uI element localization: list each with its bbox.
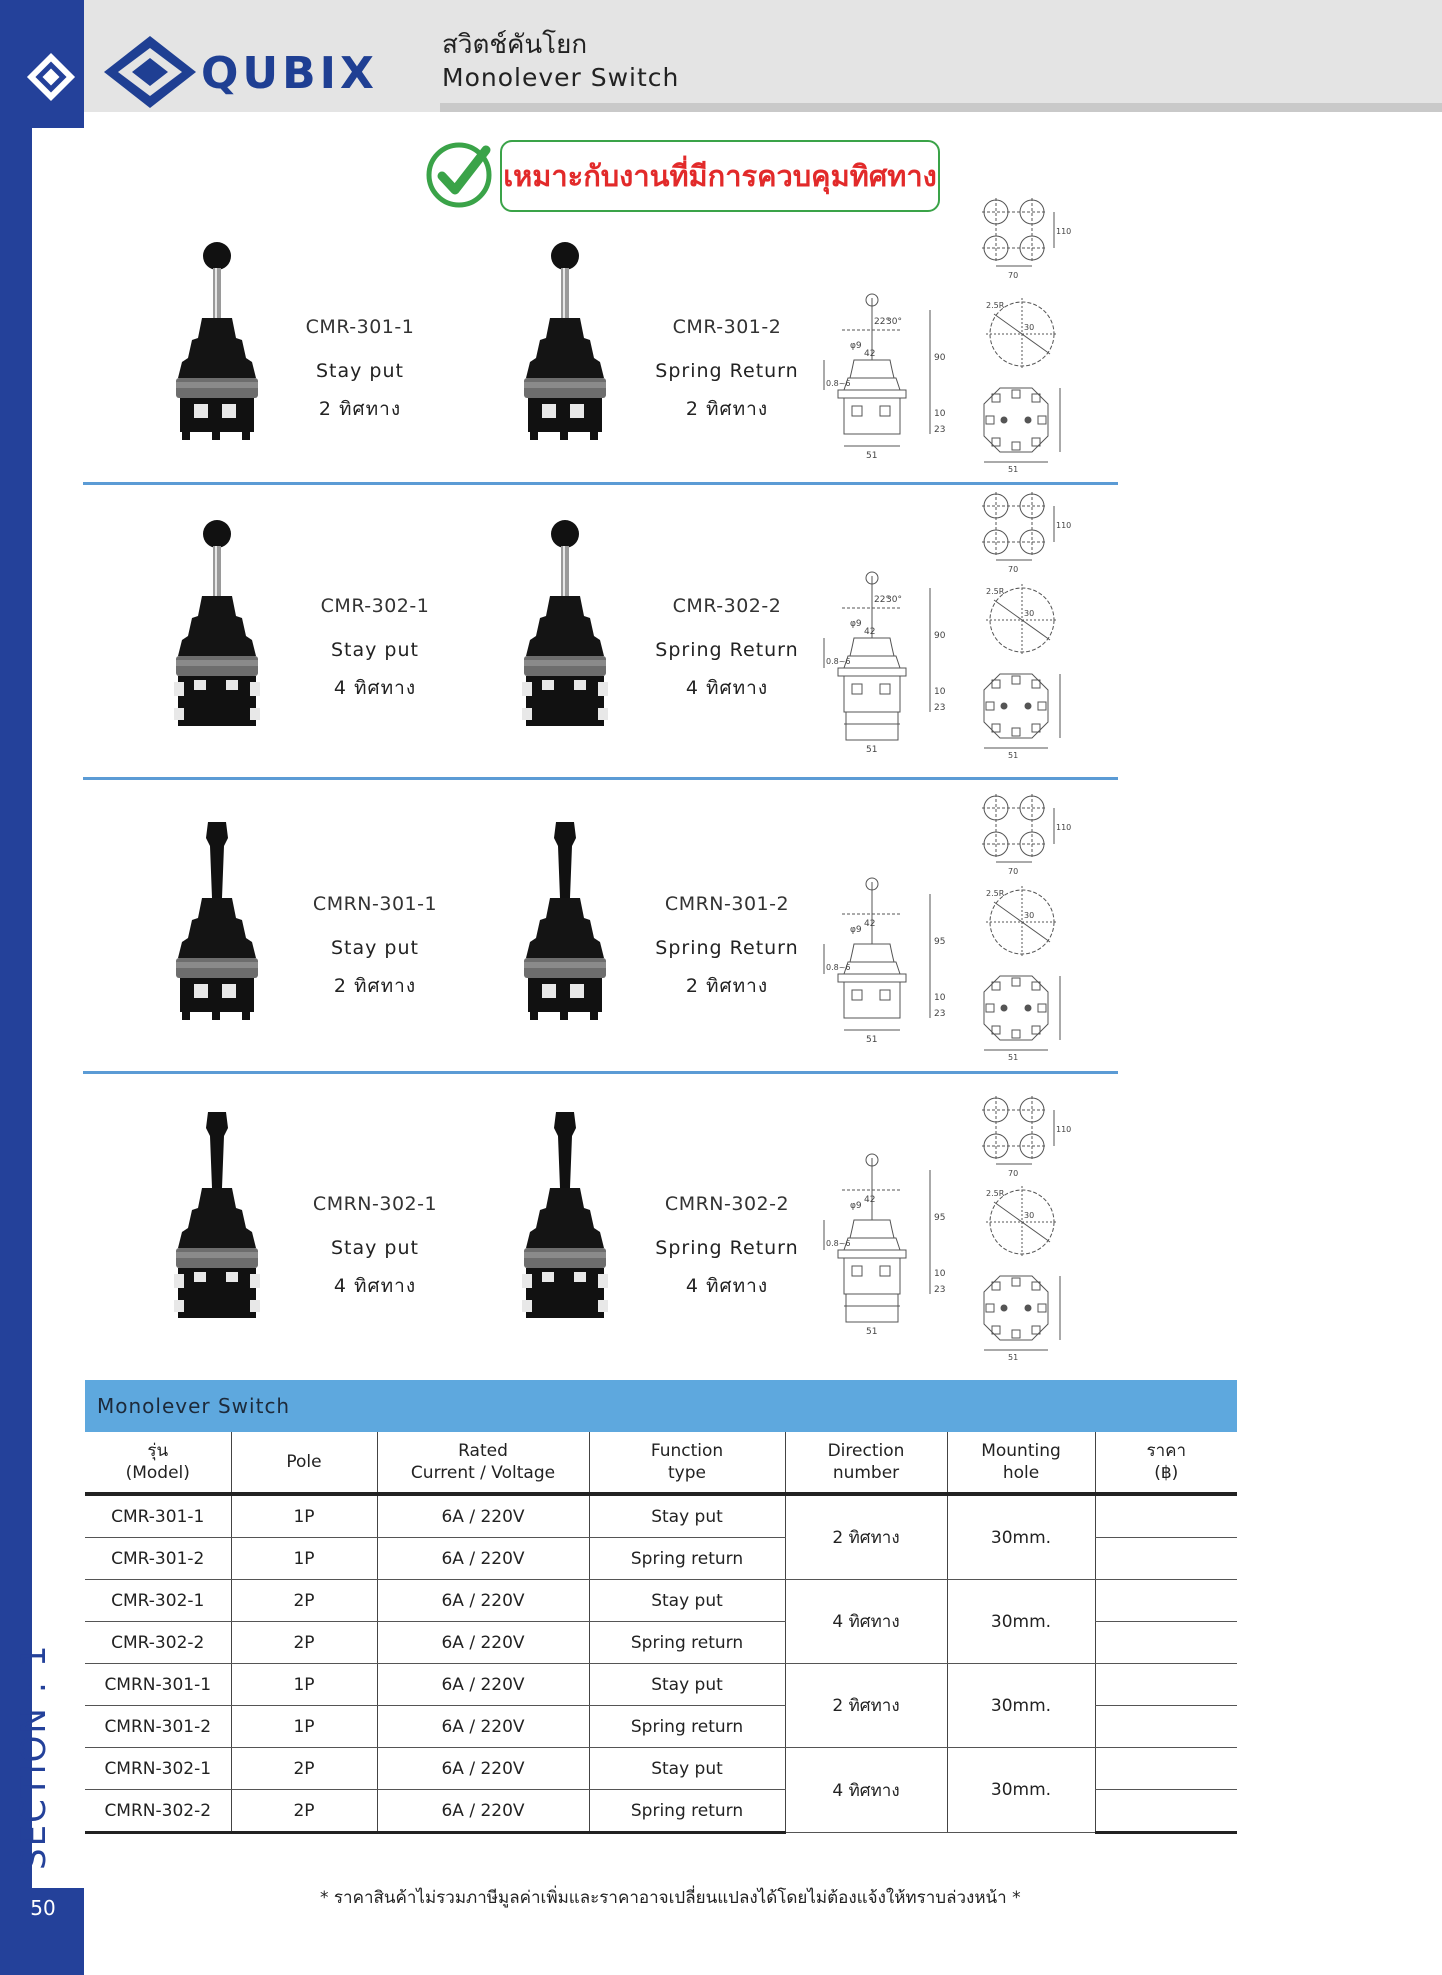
product-model: CMRN-302-2 [664, 1193, 790, 1215]
dim-label: 10 [934, 687, 946, 697]
product-model: CMRN-302-1 [312, 1193, 438, 1215]
product-label [250, 316, 470, 424]
product-label [265, 893, 485, 1001]
cell-model: CMR-302-1 [85, 1580, 231, 1622]
col-header-mounting: Mounting hole [947, 1432, 1095, 1494]
cell-price [1095, 1748, 1237, 1790]
terminal-layout-drawing [980, 972, 1070, 1062]
cell-model: CMR-301-1 [85, 1494, 231, 1538]
product-image-cmrn-301-2 [520, 818, 610, 1030]
panel-cutout-drawing [986, 584, 1066, 664]
product-image-cmrn-302-1 [172, 1108, 262, 1320]
product-direction: 4 ทิศทาง [685, 1275, 769, 1297]
panel-cutout-drawing [986, 886, 1066, 966]
cell-function: Spring return [589, 1706, 785, 1748]
dim-label: 51 [1008, 751, 1019, 760]
cell-rating: 6A / 220V [377, 1664, 589, 1706]
cell-model: CMRN-301-1 [85, 1664, 231, 1706]
cell-pole: 1P [231, 1706, 377, 1748]
dim-label: 2.5R [986, 1189, 1005, 1198]
panel-cutout-drawing [986, 298, 1066, 378]
diamond-logo-icon [28, 54, 74, 100]
dim-label: 51 [1008, 1053, 1019, 1062]
product-direction: 4 ทิศทาง [333, 677, 417, 699]
cell-model: CMR-302-2 [85, 1622, 231, 1664]
mounting-hole-drawing [978, 488, 1072, 578]
col-header-pole: Pole [231, 1432, 377, 1494]
dim-label: 42 [864, 919, 876, 929]
terminal-layout-drawing [980, 384, 1070, 474]
dim-label: 23 [934, 425, 946, 435]
cell-model: CMRN-302-1 [85, 1748, 231, 1790]
dim-label: 110 [1056, 227, 1072, 236]
table-row [85, 1494, 1237, 1538]
cell-pole: 2P [231, 1790, 377, 1833]
mounting-hole-drawing [978, 1092, 1072, 1182]
application-banner: เหมาะกับงานที่มีการควบคุมทิศทาง [500, 140, 940, 212]
brand-name: QUBIX [201, 48, 378, 99]
dim-label: 2.5R [986, 301, 1005, 310]
dim-label: 2.5R [986, 587, 1005, 596]
product-image-cmrn-302-2 [520, 1108, 610, 1320]
dim-label: 10 [934, 409, 946, 419]
dim-label: 110 [1056, 823, 1072, 832]
row-divider [83, 482, 1118, 485]
dim-label: 70 [1008, 1169, 1019, 1178]
table-title: Monolever Switch [85, 1380, 1237, 1432]
product-label [265, 1193, 485, 1301]
product-image-cmr-301-1 [172, 238, 262, 450]
cell-direction: 2 ทิศทาง [785, 1664, 947, 1748]
dim-label: φ9 [850, 1201, 862, 1211]
product-type: Stay put [331, 1237, 419, 1259]
cell-function: Spring return [589, 1538, 785, 1580]
product-image-cmr-301-2 [520, 238, 610, 450]
dim-label: 51 [866, 1327, 878, 1337]
product-type: Stay put [316, 360, 404, 382]
product-type: Spring Return [655, 639, 799, 661]
product-model: CMR-301-1 [305, 316, 415, 338]
cell-mounting: 30mm. [947, 1494, 1095, 1580]
dim-label: 51 [866, 1035, 878, 1045]
cell-rating: 6A / 220V [377, 1580, 589, 1622]
col-header-model: รุ่น (Model) [85, 1432, 231, 1494]
table-row [85, 1580, 1237, 1622]
dim-label: 42 [864, 627, 876, 637]
dim-label: 0.8~6 [826, 963, 851, 972]
cell-rating: 6A / 220V [377, 1538, 589, 1580]
table-row [85, 1664, 1237, 1706]
cell-pole: 1P [231, 1538, 377, 1580]
cell-direction: 2 ทิศทาง [785, 1494, 947, 1580]
dim-label: 70 [1008, 271, 1019, 280]
cell-rating: 6A / 220V [377, 1790, 589, 1833]
dim-label: 51 [866, 745, 878, 755]
product-image-cmr-302-2 [520, 516, 610, 728]
dim-label: 22° [874, 317, 890, 327]
cell-price [1095, 1664, 1237, 1706]
product-label [265, 595, 485, 703]
dim-label: 0.8~6 [826, 1239, 851, 1248]
cell-model: CMR-301-2 [85, 1538, 231, 1580]
row-divider [83, 777, 1118, 780]
page-title-en: Monolever Switch [442, 63, 680, 92]
terminal-layout-drawing [980, 670, 1070, 760]
qubix-logo-icon [100, 32, 200, 112]
row-divider [83, 1071, 1118, 1074]
dim-label: 10 [934, 1269, 946, 1279]
cell-pole: 2P [231, 1580, 377, 1622]
product-direction: 2 ทิศทาง [318, 398, 402, 420]
col-header-price: ราคา (฿) [1095, 1432, 1237, 1494]
product-direction: 2 ทิศทาง [333, 975, 417, 997]
product-image-cmrn-301-1 [172, 818, 262, 1030]
table-row [85, 1748, 1237, 1790]
cell-rating: 6A / 220V [377, 1494, 589, 1538]
cell-price [1095, 1790, 1237, 1833]
section-label: SECTION : 1 [14, 1643, 54, 1870]
cell-rating: 6A / 220V [377, 1748, 589, 1790]
header-stripe [440, 103, 1442, 112]
terminal-layout-drawing [980, 1272, 1070, 1362]
cell-rating: 6A / 220V [377, 1622, 589, 1664]
dim-label: 95 [934, 937, 946, 947]
cell-mounting: 30mm. [947, 1580, 1095, 1664]
dim-label: 70 [1008, 867, 1019, 876]
product-type: Stay put [331, 937, 419, 959]
product-model: CMR-302-1 [320, 595, 430, 617]
product-type: Stay put [331, 639, 419, 661]
cell-function: Stay put [589, 1664, 785, 1706]
dim-label: 51 [1008, 1353, 1019, 1362]
cell-function: Spring return [589, 1622, 785, 1664]
sidebar-inner [32, 128, 84, 1888]
dimension-drawing-side [822, 568, 952, 758]
cell-price [1095, 1494, 1237, 1538]
cell-price [1095, 1706, 1237, 1748]
cell-direction: 4 ทิศทาง [785, 1580, 947, 1664]
dim-label: 90 [934, 353, 946, 363]
dim-label: 23 [934, 1285, 946, 1295]
dimension-drawing-side [822, 874, 952, 1054]
product-direction: 4 ทิศทาง [333, 1275, 417, 1297]
dim-label: 10 [934, 993, 946, 1003]
dim-label: 30° [886, 317, 902, 327]
product-model: CMR-301-2 [672, 316, 782, 338]
dim-label: 23 [934, 703, 946, 713]
product-direction: 2 ทิศทาง [685, 975, 769, 997]
product-direction: 2 ทิศทาง [685, 398, 769, 420]
product-type: Spring Return [655, 1237, 799, 1259]
dim-label: 30 [1024, 911, 1035, 920]
dim-label: 51 [866, 451, 878, 461]
cell-pole: 2P [231, 1622, 377, 1664]
dim-label: 30 [1024, 609, 1035, 618]
dim-label: 95 [934, 1213, 946, 1223]
product-direction: 4 ทิศทาง [685, 677, 769, 699]
dimension-drawing-side [822, 1150, 952, 1340]
cell-function: Spring return [589, 1790, 785, 1833]
cell-mounting: 30mm. [947, 1664, 1095, 1748]
dim-label: 0.8~6 [826, 379, 851, 388]
panel-cutout-drawing [986, 1186, 1066, 1266]
price-footnote: * ราคาสินค้าไม่รวมภาษีมูลค่าเพิ่มและราคาอาจเปลี่ยนแปลงได้โดยไม่ต้องแจ้งให้ทราบล่วงหน้า * [320, 1888, 1021, 1908]
dim-label: 22° [874, 595, 890, 605]
product-model: CMRN-301-2 [664, 893, 790, 915]
product-label [617, 1193, 837, 1301]
cell-function: Stay put [589, 1748, 785, 1790]
product-label [617, 595, 837, 703]
cell-price [1095, 1580, 1237, 1622]
table-header-row [85, 1432, 1237, 1494]
check-icon [424, 140, 494, 210]
product-image-cmr-302-1 [172, 516, 262, 728]
dim-label: φ9 [850, 341, 862, 351]
cell-function: Stay put [589, 1494, 785, 1538]
dim-label: 30° [886, 595, 902, 605]
cell-model: CMRN-301-2 [85, 1706, 231, 1748]
cell-pole: 1P [231, 1664, 377, 1706]
dim-label: 110 [1056, 521, 1072, 530]
dim-label: 70 [1008, 565, 1019, 574]
product-model: CMRN-301-1 [312, 893, 438, 915]
page-number: 50 [30, 1896, 56, 1920]
cell-direction: 4 ทิศทาง [785, 1748, 947, 1833]
product-label [617, 893, 837, 1001]
cell-rating: 6A / 220V [377, 1706, 589, 1748]
dim-label: 51 [1008, 465, 1019, 474]
col-header-function: Function type [589, 1432, 785, 1494]
dim-label: φ9 [850, 925, 862, 935]
product-type: Spring Return [655, 937, 799, 959]
dimension-drawing-side [822, 290, 952, 470]
product-model: CMR-302-2 [672, 595, 782, 617]
dim-label: 42 [864, 1195, 876, 1205]
mounting-hole-drawing [978, 194, 1072, 284]
cell-price [1095, 1538, 1237, 1580]
cell-pole: 1P [231, 1494, 377, 1538]
mounting-hole-drawing [978, 790, 1072, 880]
product-type: Spring Return [655, 360, 799, 382]
cell-model: CMRN-302-2 [85, 1790, 231, 1833]
cell-mounting: 30mm. [947, 1748, 1095, 1833]
cell-function: Stay put [589, 1580, 785, 1622]
spec-table [85, 1432, 1237, 1834]
col-header-rated: Rated Current / Voltage [377, 1432, 589, 1494]
dim-label: 23 [934, 1009, 946, 1019]
dim-label: 30 [1024, 1211, 1035, 1220]
page-title-th: สวิตช์คันโยก [442, 30, 588, 60]
dim-label: 42 [864, 349, 876, 359]
dim-label: 90 [934, 631, 946, 641]
cell-pole: 2P [231, 1748, 377, 1790]
col-header-direction: Direction number [785, 1432, 947, 1494]
cell-price [1095, 1622, 1237, 1664]
dim-label: 30 [1024, 323, 1035, 332]
product-label [617, 316, 837, 424]
dim-label: 0.8~6 [826, 657, 851, 666]
dim-label: 2.5R [986, 889, 1005, 898]
dim-label: 110 [1056, 1125, 1072, 1134]
dim-label: φ9 [850, 619, 862, 629]
